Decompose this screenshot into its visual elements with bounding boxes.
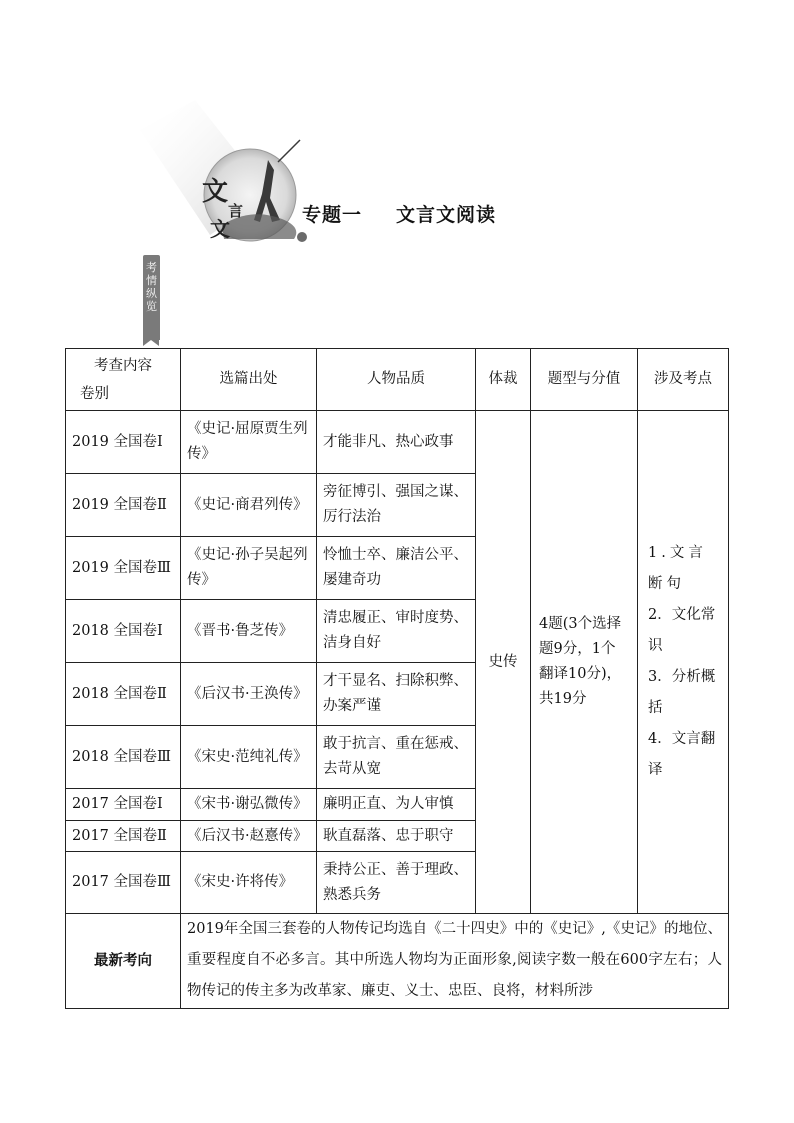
- paper-cell: 2019 全国卷Ⅰ: [66, 411, 181, 474]
- header-genre: 体裁: [476, 349, 531, 411]
- point-4: 4．文言翻译: [648, 731, 716, 778]
- trend-label: 最新考向: [66, 914, 181, 1009]
- title-part2: 文言文阅读: [396, 204, 497, 226]
- quality-cell: 廉明正直、为人审慎: [317, 789, 476, 821]
- trend-text: 2019年全国三套卷的人物传记均选自《二十四史》中的《史记》,《史记》的地位、重要程度自不必多言。其中所选人物均为正面形象,阅读字数一般在600字左右；人物传记的传主多为改革家、廉吏、义士、忠臣、良将，材料所涉: [187, 921, 722, 999]
- quality-cell: 耿直磊落、忠于职守: [317, 821, 476, 852]
- paper-cell: 2018 全国卷Ⅲ: [66, 726, 181, 789]
- source-cell: 《宋史·许将传》: [181, 852, 317, 914]
- header-content: 考查内容: [94, 357, 152, 374]
- genre-cell: 史传: [476, 411, 531, 914]
- source-cell: 《后汉书·赵憙传》: [181, 821, 317, 852]
- header-points: 涉及考点: [638, 349, 729, 411]
- trend-cell: [181, 914, 729, 1009]
- quality-cell: 才干显名、扫除积弊、办案严谨: [317, 663, 476, 726]
- paper-cell: 2017 全国卷Ⅱ: [66, 821, 181, 852]
- quality-cell: 怜恤士卒、廉洁公平、屡建奇功: [317, 537, 476, 600]
- point-2: 2．文化常识: [648, 607, 716, 654]
- header-question: 题型与分值: [531, 349, 638, 411]
- table-row: [66, 411, 729, 474]
- paper-cell: 2018 全国卷Ⅰ: [66, 600, 181, 663]
- quality-cell: 旁征博引、强国之谋、厉行法治: [317, 474, 476, 537]
- paper-cell: 2019 全国卷Ⅱ: [66, 474, 181, 537]
- page-title: [302, 200, 496, 227]
- header-paper: [66, 349, 181, 411]
- paper-cell: 2019 全国卷Ⅲ: [66, 537, 181, 600]
- source-cell: 《后汉书·王涣传》: [181, 663, 317, 726]
- header-paper-label: 卷别: [80, 385, 109, 402]
- source-cell: 《史记·孙子吴起列传》: [181, 537, 317, 600]
- source-cell: 《史记·屈原贾生列传》: [181, 411, 317, 474]
- source-cell: 《史记·商君列传》: [181, 474, 317, 537]
- source-cell: 《晋书·鲁芝传》: [181, 600, 317, 663]
- quality-cell: 敢于抗言、重在惩戒、去苛从宽: [317, 726, 476, 789]
- quality-cell: 秉持公正、善于理政、熟悉兵务: [317, 852, 476, 914]
- source-cell: 《宋书·谢弘微传》: [181, 789, 317, 821]
- svg-text:文: 文: [210, 217, 230, 241]
- svg-text:言: 言: [228, 202, 244, 220]
- paper-cell: 2017 全国卷Ⅲ: [66, 852, 181, 914]
- exam-overview-table: [65, 348, 729, 1009]
- svg-text:文: 文: [202, 177, 229, 207]
- points-cell: [638, 411, 729, 914]
- header-quality: 人物品质: [317, 349, 476, 411]
- question-type-cell: 4题(3个选择题9分，1个翻译10分)，共19分: [531, 411, 638, 914]
- side-tab: 考情纵览: [143, 255, 160, 340]
- point-1: 1.文言断句: [648, 545, 707, 592]
- header-source: 选篇出处: [181, 349, 317, 411]
- paper-cell: 2018 全国卷Ⅱ: [66, 663, 181, 726]
- title-part1: 专题一: [302, 204, 363, 226]
- paper-cell: 2017 全国卷Ⅰ: [66, 789, 181, 821]
- chapter-banner-illustration: [140, 100, 370, 250]
- quality-cell: 才能非凡、热心政事: [317, 411, 476, 474]
- source-cell: 《宋史·范纯礼传》: [181, 726, 317, 789]
- quality-cell: 清忠履正、审时度势、洁身自好: [317, 600, 476, 663]
- point-3: 3．分析概括: [648, 669, 716, 716]
- trend-row: [66, 914, 729, 1009]
